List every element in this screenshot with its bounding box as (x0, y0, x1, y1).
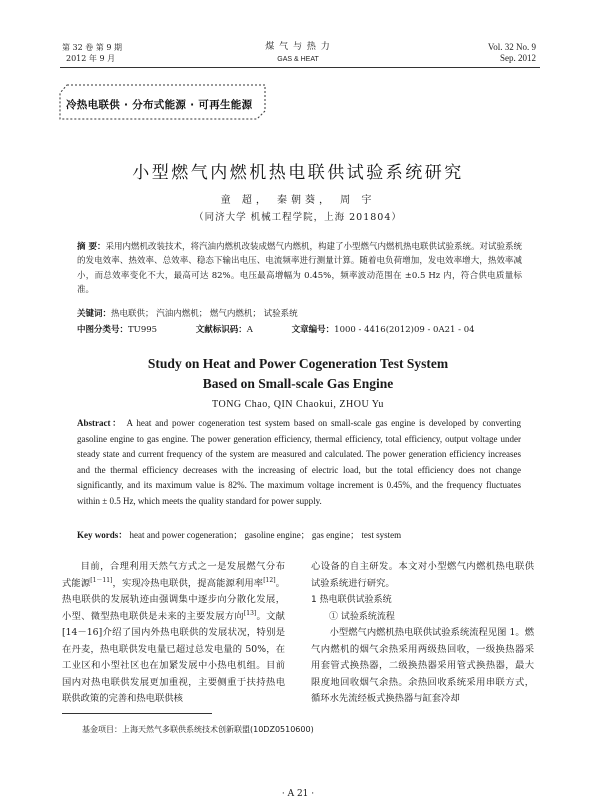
body-text: 。热电联供的发展轨迹由强调集中逐步向分散化发展，小型、微型热电联供是未来的主要发展方向 (62, 577, 285, 622)
clc-value: TU995 (128, 325, 158, 335)
body-text: 。文献[14－16]介绍了国内外热电联供的发展状况，特别是在丹麦，热电联供发电量已超过总发电量的 50%，在工业区和小型社区也在加紧发展中小热电机组。目前国内对热电联供发展更加重视，主要侧重于扶持热电联供政策的完善和热电联供核 (62, 610, 285, 704)
body-paragraph: 小型燃气内燃机热电联供试验系统流程见图 1。燃气内燃机的烟气余热采用两级热回收，一级换热器采用套管式换热器，二级换热器采用管式换热器，最大限度地回收烟气余热。余热回收系统采用串联方式，循环水先流经板式换热器与缸套冷却 (311, 627, 534, 704)
footnote-rule (62, 713, 212, 714)
keywords-cn-label: 关键词： (77, 309, 112, 319)
body-paragraph: 心设备的自主研发。本文对小型燃气内燃机热电联供试验系统进行研究。 (311, 561, 534, 589)
citation: [1－11] (90, 576, 113, 584)
body-column-right (311, 559, 534, 708)
section-heading: 1 热电联供试验系统 (311, 595, 392, 605)
paper-title-cn: 小型燃气内燃机热电联供试验系统研究 (132, 163, 464, 183)
header-date-en: Sep. 2012 (500, 53, 536, 63)
funding-note: 基金项目：上海天然气多联供系统技术创新联盟(10DZ0510600) (82, 725, 314, 734)
page-number: · A 21 · (281, 789, 315, 799)
body-paragraph (62, 559, 285, 708)
subsection-heading: ① 试验系统流程 (329, 611, 395, 622)
keywords-en-label: Key words： (77, 530, 128, 540)
body-column-left (62, 559, 285, 708)
doc-code-label: 文献标识码： (195, 325, 247, 335)
keywords-cn-text: 热电联供； 汽油内燃机； 燃气内燃机； 试验系统 (111, 309, 298, 319)
body-text: 目前，合理利用天然气方式之一是发展燃气分布式能源 (62, 561, 285, 589)
authors-cn: 童 超， 秦朝葵， 周 宇 (220, 195, 376, 206)
citation: [13] (243, 609, 257, 617)
abstract-cn (77, 240, 522, 297)
keywords-en (77, 528, 521, 541)
paper-title-en-line1: Study on Heat and Power Cogeneration Test System (147, 356, 449, 371)
keywords-cn (77, 307, 522, 319)
header-volume-cn: 第 32 卷 第 9 期 (62, 43, 122, 52)
paper-title-en-line2: Based on Small-scale Gas Engine (202, 376, 394, 391)
header-journal-en: GAS & HEAT (277, 56, 319, 63)
authors-en: TONG Chao, QIN Chaokui, ZHOU Yu (212, 399, 384, 410)
abstract-en (77, 416, 521, 509)
header-journal-cn: 煤 气 与 热 力 (265, 42, 331, 52)
abstract-en-text: A heat and power cogeneration test system based on small-scale gas engine is developed by converting gasoline engine to gas engine. The power generation efficiency, thermal efficiency, total efficiency, output voltage under steady state and current frequency of the system are measured and calculated. The power generation efficiency increases and the thermal efficiency decreases with the increasing of electric load, but the total efficiency does not change significantly, and its maximum value is 82%. The maximum voltage increment is 0.45%, and the frequency fluctuates within ± 0.5 Hz, which meets the quality standard for power supply. (77, 418, 521, 506)
abstract-cn-label: 摘 要： (77, 242, 106, 252)
header-volume-en: Vol. 32 No. 9 (487, 42, 536, 52)
body-text: ，实现冷热电联供，提高能源利用率 (112, 577, 264, 589)
abstract-cn-text: 采用内燃机改装技术，将汽油内燃机改装成燃气内燃机，构建了小型燃气内燃机热电联供试验系统。对试验系统的发电效率、热效率、总效率、稳态下输出电压、电流频率进行测量计算。随着电负荷增加，发电效率增大，热效率减小，而总效率变化不大，最高可达 82%。电压最高增幅为 0.45%，频率波动范围在 ±0.5 Hz 内，符合供电质量标准。 (77, 242, 522, 295)
classification-line (77, 323, 537, 335)
doc-code-value: A (246, 325, 253, 335)
keywords-en-text: heat and power cogeneration； gasoline engine； gas engine； test system (129, 530, 402, 540)
article-number-label: 文章编号： (291, 325, 335, 335)
section-banner: 冷热电联供 · 分布式能源 · 可再生能源 (66, 99, 253, 111)
abstract-en-label: Abstract： (77, 418, 123, 428)
header-date-cn: 2012 年 9 月 (66, 54, 116, 63)
header-rule (60, 67, 540, 68)
clc-label: 中图分类号： (77, 325, 129, 335)
article-number-value: 1000 - 4416(2012)09 - 0A21 - 04 (334, 325, 475, 335)
citation: [12] (263, 576, 276, 584)
affiliation-cn: （同济大学 机械工程学院，上海 201804） (194, 212, 402, 223)
